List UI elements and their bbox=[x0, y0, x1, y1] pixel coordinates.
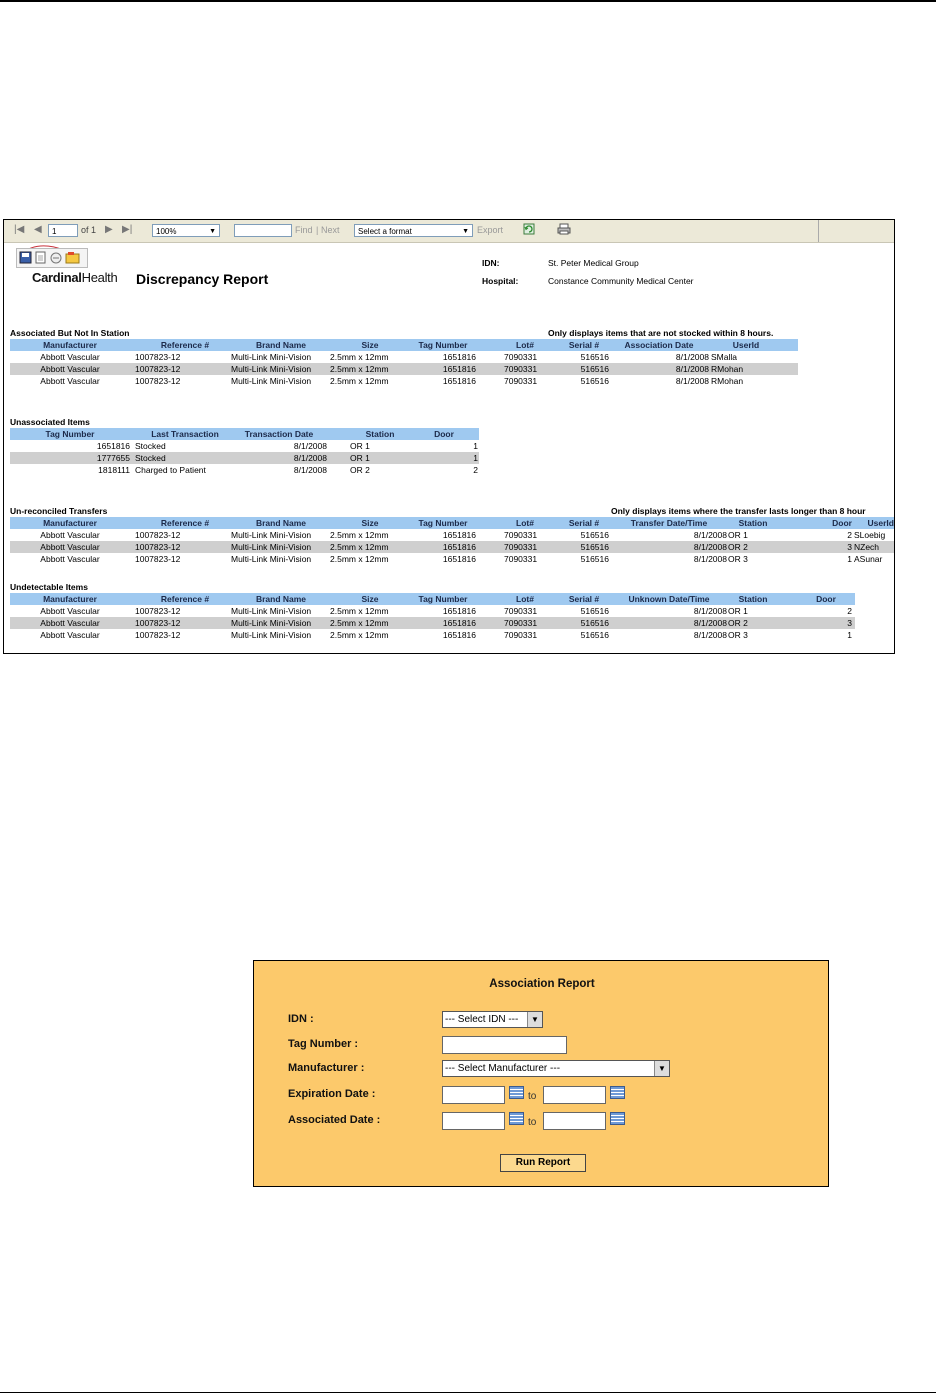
column-header[interactable]: Lot# bbox=[516, 340, 534, 350]
associated-date-from-input[interactable] bbox=[442, 1112, 505, 1130]
table-header-row bbox=[10, 428, 479, 440]
table-cell: 1 bbox=[473, 441, 478, 451]
column-header[interactable]: Association Date bbox=[624, 340, 694, 350]
table-row bbox=[10, 375, 798, 387]
expiration-date-from-input[interactable] bbox=[442, 1086, 505, 1104]
table-cell: 516516 bbox=[580, 630, 609, 640]
table-cell: 8/1/2008 bbox=[293, 453, 327, 463]
table-cell: Multi-Link Mini-Vision bbox=[231, 376, 312, 386]
tag-number-input[interactable] bbox=[442, 1036, 567, 1054]
table-cell: 3 bbox=[847, 618, 852, 628]
table-cell: SMalla bbox=[711, 352, 737, 362]
column-header[interactable]: Reference # bbox=[160, 340, 210, 350]
table-cell: 1651816 bbox=[442, 606, 476, 616]
table-cell: 7090331 bbox=[504, 554, 538, 564]
table-cell: ASunar bbox=[854, 554, 883, 564]
column-header[interactable]: Door bbox=[832, 518, 852, 528]
table-cell: Multi-Link Mini-Vision bbox=[231, 606, 312, 616]
table-row bbox=[10, 605, 855, 617]
table-cell: Multi-Link Mini-Vision bbox=[231, 618, 312, 628]
table-cell: 516516 bbox=[580, 606, 609, 616]
table-cell: 2.5mm x 12mm bbox=[330, 352, 389, 362]
find-link[interactable]: Find bbox=[295, 225, 313, 235]
table-cell: 1007823-12 bbox=[135, 618, 181, 628]
previous-page-icon[interactable]: ◀ bbox=[34, 224, 42, 235]
next-page-icon[interactable]: ▶ bbox=[105, 224, 113, 235]
refresh-icon[interactable] bbox=[523, 223, 535, 235]
table-cell: OR 1 bbox=[350, 453, 370, 463]
table-cell: 1651816 bbox=[442, 630, 476, 640]
cardinal-health-logo bbox=[32, 270, 117, 285]
table-cell: Abbott Vascular bbox=[40, 352, 100, 362]
next-link[interactable]: Next bbox=[321, 225, 340, 235]
transfers-section-note: Only displays items where the transfer lasts longer than 8 hour bbox=[611, 506, 866, 516]
table-cell: 8/1/2008 bbox=[693, 606, 727, 616]
brand-rest: Health bbox=[81, 270, 118, 285]
table-cell: 1651816 bbox=[96, 441, 130, 451]
idn-field-label: IDN : bbox=[288, 1013, 314, 1025]
associated-to-label: to bbox=[528, 1117, 537, 1128]
column-header[interactable]: Tag Number bbox=[418, 594, 468, 604]
undetectable-section-title: Undetectable Items bbox=[10, 582, 88, 592]
table-cell: 1 bbox=[847, 630, 852, 640]
table-cell: 516516 bbox=[580, 352, 609, 362]
column-header[interactable]: Brand Name bbox=[255, 594, 307, 604]
table-cell: Multi-Link Mini-Vision bbox=[231, 630, 312, 640]
column-header[interactable]: Size bbox=[361, 340, 379, 350]
page-number-input[interactable]: 1 bbox=[48, 224, 78, 237]
table-row bbox=[10, 617, 855, 629]
print-icon[interactable] bbox=[557, 223, 569, 235]
column-header[interactable]: Lot# bbox=[516, 518, 534, 528]
associated-date-to-input[interactable] bbox=[543, 1112, 606, 1130]
table-cell: Stocked bbox=[135, 441, 166, 451]
report-toolbar bbox=[4, 220, 894, 243]
expiration-to-label: to bbox=[528, 1091, 537, 1102]
column-header[interactable]: Manufacturer bbox=[43, 594, 97, 604]
table-row bbox=[10, 351, 798, 363]
mail-icon[interactable] bbox=[51, 253, 61, 263]
table-cell: Abbott Vascular bbox=[40, 606, 100, 616]
export-format-value: Select a format bbox=[358, 227, 412, 236]
table-cell: 8/1/2008 bbox=[293, 441, 327, 451]
folder-icon[interactable] bbox=[66, 252, 79, 263]
table-cell: Charged to Patient bbox=[135, 465, 206, 475]
column-header[interactable]: Serial # bbox=[568, 340, 600, 350]
table-cell: Multi-Link Mini-Vision bbox=[231, 554, 312, 564]
calendar-icon[interactable] bbox=[610, 1086, 625, 1099]
table-row bbox=[10, 363, 798, 375]
table-cell: Multi-Link Mini-Vision bbox=[231, 530, 312, 540]
column-header[interactable]: Station bbox=[738, 594, 768, 604]
table-cell: 516516 bbox=[580, 376, 609, 386]
table-row bbox=[10, 553, 894, 565]
table-cell: 8/1/2008 bbox=[675, 352, 709, 362]
manufacturer-label: Manufacturer : bbox=[288, 1062, 365, 1074]
table-cell: OR 2 bbox=[728, 542, 748, 552]
table-cell: 2 bbox=[847, 530, 852, 540]
table-row bbox=[10, 440, 479, 452]
table-cell: 1651816 bbox=[442, 352, 476, 362]
table-cell: 2.5mm x 12mm bbox=[330, 618, 389, 628]
table-cell: 7090331 bbox=[504, 364, 538, 374]
table-cell: 8/1/2008 bbox=[293, 465, 327, 475]
table-cell: 2.5mm x 12mm bbox=[330, 630, 389, 640]
column-header[interactable]: Size bbox=[361, 518, 379, 528]
table-cell: 1651816 bbox=[442, 530, 476, 540]
table-cell: 1651816 bbox=[442, 554, 476, 564]
table-cell: Multi-Link Mini-Vision bbox=[231, 542, 312, 552]
manufacturer-select-value: --- Select Manufacturer --- bbox=[445, 1063, 561, 1074]
zoom-select[interactable] bbox=[152, 224, 220, 237]
table-cell: 8/1/2008 bbox=[693, 542, 727, 552]
table-cell: Abbott Vascular bbox=[40, 630, 100, 640]
page-bottom-rule bbox=[0, 1392, 936, 1393]
associated-section-note: Only displays items that are not stocked within 8 hours. bbox=[548, 328, 774, 338]
table-cell: 7090331 bbox=[504, 376, 538, 386]
table-cell: 8/1/2008 bbox=[693, 618, 727, 628]
table-cell: 8/1/2008 bbox=[675, 364, 709, 374]
idn-select-value: --- Select IDN --- bbox=[445, 1014, 519, 1025]
table-cell: OR 3 bbox=[728, 630, 748, 640]
table-cell: 2 bbox=[473, 465, 478, 475]
table-cell: Abbott Vascular bbox=[40, 530, 100, 540]
chevron-down-icon: ▼ bbox=[654, 1061, 669, 1076]
zoom-value: 100% bbox=[156, 227, 177, 236]
table-cell: 7090331 bbox=[504, 352, 538, 362]
table-header-row bbox=[10, 517, 894, 529]
column-header[interactable]: Door bbox=[816, 594, 836, 604]
table-cell: 8/1/2008 bbox=[675, 376, 709, 386]
column-header[interactable]: UserId bbox=[732, 340, 760, 350]
export-options-bar bbox=[16, 248, 88, 268]
table-cell: Abbott Vascular bbox=[40, 542, 100, 552]
calendar-icon[interactable] bbox=[509, 1086, 524, 1099]
table-cell: RMohan bbox=[711, 376, 744, 386]
column-header[interactable]: Reference # bbox=[160, 518, 210, 528]
table-cell: 1651816 bbox=[442, 618, 476, 628]
hospital-value: Constance Community Medical Center bbox=[548, 276, 694, 286]
column-header[interactable]: Door bbox=[434, 429, 454, 439]
table-cell: Multi-Link Mini-Vision bbox=[231, 352, 312, 362]
expiration-date-to-input[interactable] bbox=[543, 1086, 606, 1104]
table-cell: 1007823-12 bbox=[135, 554, 181, 564]
table-cell: 1007823-12 bbox=[135, 630, 181, 640]
chevron-down-icon: ▼ bbox=[209, 228, 216, 235]
association-report-form bbox=[253, 960, 829, 1187]
table-cell: 2.5mm x 12mm bbox=[330, 376, 389, 386]
chevron-down-icon: ▼ bbox=[462, 228, 469, 235]
table-cell: 8/1/2008 bbox=[693, 630, 727, 640]
column-header[interactable]: Tag Number bbox=[45, 429, 95, 439]
calendar-icon[interactable] bbox=[509, 1112, 524, 1125]
idn-label: IDN: bbox=[482, 258, 500, 268]
table-cell: 1007823-12 bbox=[135, 364, 181, 374]
table-cell: 1 bbox=[473, 453, 478, 463]
column-header[interactable]: Manufacturer bbox=[43, 518, 97, 528]
table-cell: 1 bbox=[847, 554, 852, 564]
report-title: Discrepancy Report bbox=[136, 271, 269, 287]
column-header[interactable]: Reference # bbox=[160, 594, 210, 604]
column-header[interactable]: Serial # bbox=[568, 518, 600, 528]
table-cell: 8/1/2008 bbox=[693, 530, 727, 540]
table-cell: 1007823-12 bbox=[135, 376, 181, 386]
toolbar-separator: | bbox=[316, 225, 319, 235]
table-cell: SLoebig bbox=[854, 530, 886, 540]
table-cell: 516516 bbox=[580, 530, 609, 540]
table-cell: Abbott Vascular bbox=[40, 376, 100, 386]
column-header[interactable]: Station bbox=[365, 429, 395, 439]
table-header-row bbox=[10, 339, 798, 351]
table-cell: 2.5mm x 12mm bbox=[330, 364, 389, 374]
table-cell: 2 bbox=[847, 606, 852, 616]
export-format-select[interactable] bbox=[354, 224, 473, 237]
table-cell: 1007823-12 bbox=[135, 352, 181, 362]
table-cell: 1777655 bbox=[96, 453, 130, 463]
table-cell: Abbott Vascular bbox=[40, 554, 100, 564]
report-viewer bbox=[3, 219, 895, 654]
table-cell: 1818111 bbox=[98, 465, 130, 475]
expiration-date-label: Expiration Date : bbox=[288, 1088, 376, 1100]
table-cell: 1007823-12 bbox=[135, 606, 181, 616]
column-header[interactable]: Tag Number bbox=[418, 518, 468, 528]
export-link[interactable]: Export bbox=[477, 225, 504, 235]
find-input[interactable] bbox=[234, 224, 292, 237]
save-icon[interactable] bbox=[20, 252, 31, 263]
table-cell: 3 bbox=[847, 542, 852, 552]
toolbar-divider bbox=[818, 220, 819, 242]
column-header[interactable]: Brand Name bbox=[255, 340, 307, 350]
tag-number-label: Tag Number : bbox=[288, 1038, 359, 1050]
table-cell: Abbott Vascular bbox=[40, 618, 100, 628]
column-header[interactable]: UserId bbox=[867, 518, 894, 528]
document-icon[interactable] bbox=[36, 252, 45, 263]
form-title: Association Report bbox=[489, 978, 595, 990]
transfers-section-title: Un-reconciled Transfers bbox=[10, 506, 108, 516]
column-header[interactable]: Lot# bbox=[516, 594, 534, 604]
table-cell: 1651816 bbox=[442, 364, 476, 374]
table-cell: RMohan bbox=[711, 364, 744, 374]
table-row bbox=[10, 529, 894, 541]
last-page-icon[interactable]: ▶| bbox=[122, 224, 133, 235]
page-of-label: of 1 bbox=[81, 225, 97, 235]
table-cell: 1007823-12 bbox=[135, 530, 181, 540]
table-cell: NZech bbox=[854, 542, 880, 552]
table-cell: 516516 bbox=[580, 554, 609, 564]
table-cell: 7090331 bbox=[504, 630, 538, 640]
table-cell: 2.5mm x 12mm bbox=[330, 606, 389, 616]
page-top-rule bbox=[0, 0, 936, 2]
unassociated-section-title: Unassociated Items bbox=[10, 417, 90, 427]
column-header[interactable]: Transaction Date bbox=[244, 429, 314, 439]
run-report-button[interactable]: Run Report bbox=[500, 1154, 586, 1172]
column-header[interactable]: Brand Name bbox=[255, 518, 307, 528]
table-cell: OR 2 bbox=[350, 465, 370, 475]
table-cell: OR 1 bbox=[728, 530, 748, 540]
column-header[interactable]: Manufacturer bbox=[43, 340, 97, 350]
table-row bbox=[10, 629, 855, 641]
table-cell: 516516 bbox=[580, 364, 609, 374]
table-cell: 1007823-12 bbox=[135, 542, 181, 552]
table-cell: 8/1/2008 bbox=[693, 554, 727, 564]
table-cell: 2.5mm x 12mm bbox=[330, 530, 389, 540]
table-cell: Multi-Link Mini-Vision bbox=[231, 364, 312, 374]
table-cell: 7090331 bbox=[504, 606, 538, 616]
idn-select[interactable] bbox=[442, 1011, 543, 1028]
table-row bbox=[10, 464, 479, 476]
table-cell: Stocked bbox=[135, 453, 166, 463]
table-cell: OR 3 bbox=[728, 554, 748, 564]
column-header[interactable]: Serial # bbox=[568, 594, 600, 604]
table-cell: 7090331 bbox=[504, 542, 538, 552]
table-cell: 1651816 bbox=[442, 376, 476, 386]
table-cell: 516516 bbox=[580, 618, 609, 628]
associated-date-label: Associated Date : bbox=[288, 1114, 381, 1126]
table-cell: OR 1 bbox=[350, 441, 370, 451]
table-cell: Abbott Vascular bbox=[40, 364, 100, 374]
associated-section-title: Associated But Not In Station bbox=[10, 328, 130, 338]
table-row bbox=[10, 452, 479, 464]
table-header-row bbox=[10, 593, 855, 605]
table-cell: OR 2 bbox=[728, 618, 748, 628]
table-cell: OR 1 bbox=[728, 606, 748, 616]
column-header[interactable]: Station bbox=[738, 518, 768, 528]
column-header[interactable]: Unknown Date/Time bbox=[628, 594, 710, 604]
table-row bbox=[10, 541, 894, 553]
table-cell: 516516 bbox=[580, 542, 609, 552]
table-cell: 1651816 bbox=[442, 542, 476, 552]
column-header[interactable]: Last Transaction bbox=[151, 429, 219, 439]
brand-bold: Cardinal bbox=[32, 270, 82, 285]
calendar-icon[interactable] bbox=[610, 1112, 625, 1125]
table-cell: 7090331 bbox=[504, 618, 538, 628]
table-cell: 7090331 bbox=[504, 530, 538, 540]
column-header[interactable]: Size bbox=[361, 594, 379, 604]
first-page-icon[interactable]: |◀ bbox=[14, 224, 25, 235]
column-header[interactable]: Transfer Date/Time bbox=[630, 518, 708, 528]
column-header[interactable]: Tag Number bbox=[418, 340, 468, 350]
chevron-down-icon: ▼ bbox=[527, 1012, 542, 1027]
table-cell: 2.5mm x 12mm bbox=[330, 554, 389, 564]
manufacturer-select[interactable] bbox=[442, 1060, 670, 1077]
table-cell: 2.5mm x 12mm bbox=[330, 542, 389, 552]
idn-value: St. Peter Medical Group bbox=[548, 258, 639, 268]
hospital-label: Hospital: bbox=[482, 276, 519, 286]
